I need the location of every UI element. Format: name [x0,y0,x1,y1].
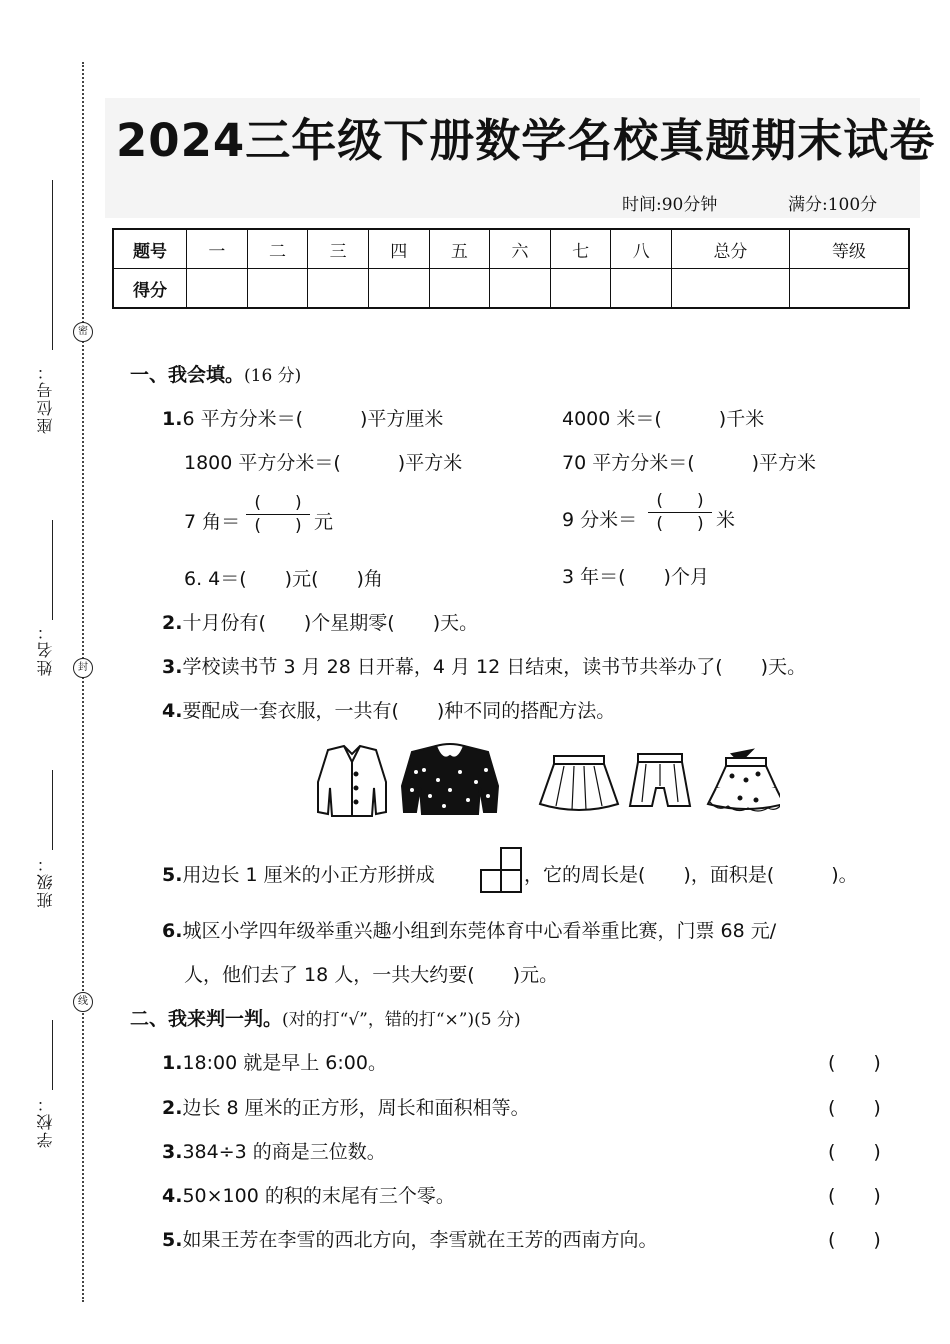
class-label: 班级： [36,854,55,908]
q5-number: 5. [162,864,183,886]
q2 [162,608,478,635]
judge-item-4 [162,1181,455,1208]
q1-e-denominator: ( ) [254,516,302,536]
seal-xian: 线 [73,992,93,1012]
q1-e-unit: 元 [314,511,334,533]
q1-f-unit: 米 [716,509,736,531]
school-label: 学校： [36,1094,55,1148]
score-cell [247,269,308,309]
section1-heading [130,360,301,387]
score-col-2: 二 [247,229,308,269]
clothing-illustrations [300,742,780,820]
section1-title: 一、我会填。 [130,364,245,386]
pleated-skirt-icon [540,756,618,810]
q6-text-2: 人，他们去了 18 人，一共大约要( )元。 [184,964,559,986]
score-table [112,228,910,309]
score-table-row1-label: 题号 [113,229,187,269]
q1-e-fraction [246,492,310,537]
score-cell [187,269,248,309]
judge-answer-box-5: ( ) [828,1229,881,1251]
ruffled-skirt-icon [708,750,780,811]
score-cell [550,269,611,309]
score-col-1: 一 [187,229,248,269]
q2-number: 2. [162,612,183,634]
q1-f-left: 9 分米＝ [562,509,638,531]
judge-item-3-text: 384÷3 的商是三位数。 [182,1141,386,1163]
judge-item-5-text: 如果王芳在李雪的西北方向，李雪就在王芳的西南方向。 [182,1229,658,1251]
score-col-6: 六 [490,229,551,269]
polka-dot-blouse-icon [402,744,498,814]
short-skirt-icon [630,754,690,806]
score-cell [368,269,429,309]
exam-full-score: 满分:100分 [788,195,878,215]
score-col-8: 八 [611,229,672,269]
score-cell [308,269,369,309]
name-underline [52,520,53,620]
score-table-row2-label: 得分 [113,269,187,309]
q1-number: 1. [162,408,183,430]
section2-title: 二、我来判一判。 [130,1008,283,1030]
judge-answer-box-1: ( ) [828,1052,881,1074]
score-table-header-row [113,229,909,269]
score-cell [611,269,672,309]
white-jacket-icon [318,746,386,816]
judge-item-2-number: 2. [162,1097,183,1119]
q6-line1 [162,916,776,943]
judge-answer-box-4: ( ) [828,1185,881,1207]
name-label: 姓名： [36,622,55,676]
page-title: 2024三年级下册数学名校真题期末试卷 [116,114,936,167]
seal-feng: 封 [73,658,93,678]
q1-a: 6 平方分米＝( )平方厘米 [182,408,444,430]
q3-number: 3. [162,656,183,678]
q1-g: 6. 4＝( )元( )角 [184,568,383,590]
judge-answer-box-2: ( ) [828,1097,881,1119]
judge-item-4-number: 4. [162,1185,183,1207]
score-col-grade: 等级 [789,229,909,269]
q4-text: 要配成一套衣服，一共有( )种不同的搭配方法。 [182,700,616,722]
q1-b: 4000 米＝( )千米 [562,408,765,430]
binding-dotted-line [82,62,84,1302]
q1-e-numerator: ( ) [254,493,302,513]
score-col-4: 四 [368,229,429,269]
seat-underline [52,180,53,350]
seal-mi: 密 [73,322,93,342]
judge-item-1 [162,1048,387,1075]
q5-text-a: 用边长 1 厘米的小正方形拼成 [182,864,435,886]
q1-f-fraction [648,490,712,535]
q5 [162,860,435,887]
score-cell [490,269,551,309]
score-col-total: 总分 [672,229,790,269]
q1-d: 70 平方分米＝( )平方米 [562,452,817,474]
judge-item-5-number: 5. [162,1229,183,1251]
q4-number: 4. [162,700,183,722]
judge-item-1-number: 1. [162,1052,183,1074]
judge-item-2 [162,1093,530,1120]
score-col-3: 三 [308,229,369,269]
q3-text: 学校读书节 3 月 28 日开幕，4 月 12 日结束，读书节共举办了( )天。 [182,656,807,678]
score-table-score-row [113,269,909,309]
squares-figure-icon [478,846,524,894]
judge-item-2-text: 边长 8 厘米的正方形，周长和面积相等。 [182,1097,530,1119]
q1-e-left: 7 角＝ [184,511,241,533]
score-col-7: 七 [550,229,611,269]
section1-points: (16 分) [244,366,302,386]
q5-text-b: ，它的周长是( )，面积是( )。 [524,864,858,886]
judge-answer-box-3: ( ) [828,1141,881,1163]
seat-label: 座位号： [36,362,55,434]
q2-text: 十月份有( )个星期零( )天。 [182,612,479,634]
school-underline [52,1020,53,1090]
score-cell [429,269,490,309]
q4 [162,696,615,723]
judge-item-3 [162,1137,386,1164]
q1-row1-left [162,404,443,431]
judge-item-1-text: 18:00 就是早上 6:00。 [182,1052,387,1074]
judge-item-4-text: 50×100 的积的末尾有三个零。 [182,1185,455,1207]
q1-h: 3 年＝( )个月 [562,566,709,588]
score-cell [789,269,909,309]
q1-c: 1800 平方分米＝( )平方米 [184,452,463,474]
score-cell [672,269,790,309]
q1-f-numerator: ( ) [656,491,704,511]
class-underline [52,770,53,850]
judge-item-5 [162,1225,657,1252]
q6-number: 6. [162,920,183,942]
section2-heading [130,1004,521,1031]
q6-text-1: 城区小学四年级举重兴趣小组到东莞体育中心看举重比赛，门票 68 元/ [182,920,777,942]
q1-f-denominator: ( ) [656,514,704,534]
section2-instruction: (对的打“√”，错的打“×”)(5 分) [282,1010,521,1030]
score-col-5: 五 [429,229,490,269]
exam-time: 时间:90分钟 [622,195,718,215]
judge-item-3-number: 3. [162,1141,183,1163]
q3 [162,652,806,679]
